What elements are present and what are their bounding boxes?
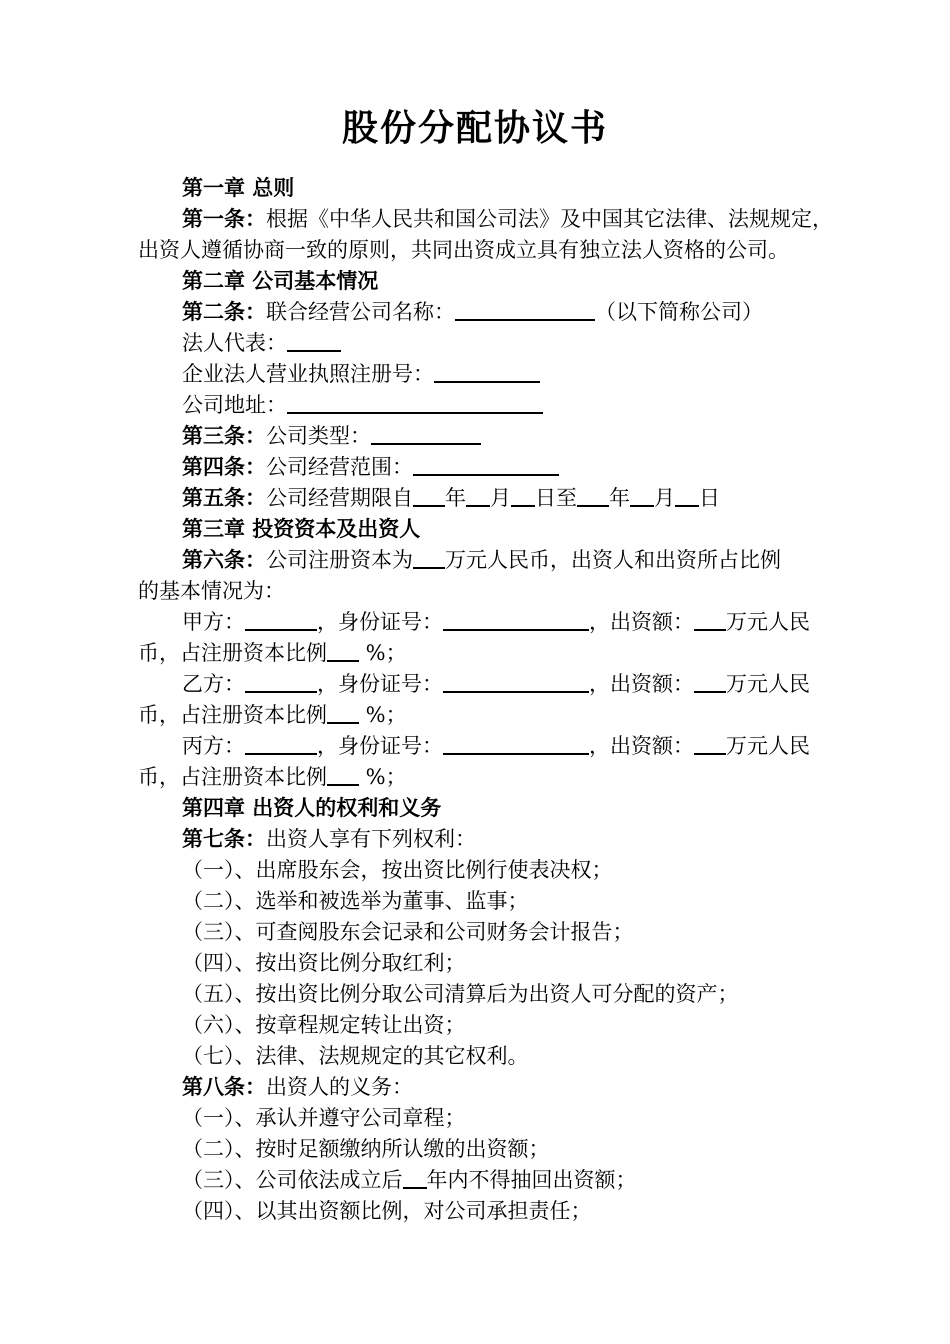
amount-label: ，出资额：	[589, 734, 694, 758]
duty-3-tail: 年内不得抽回出资额；	[426, 1168, 637, 1192]
document-body	[138, 173, 833, 1227]
article-6-suffix: 万元人民币，出资人和出资所占比例	[445, 548, 781, 572]
registered-capital-blank[interactable]	[413, 547, 445, 569]
party-b-name-blank[interactable]	[245, 671, 317, 693]
article-3	[138, 421, 828, 452]
chapter-2-heading: 第二章 公司基本情况	[182, 269, 379, 293]
percent-label: %；	[359, 641, 407, 665]
right-item: （六）、按章程规定转让出资；	[182, 1013, 466, 1037]
rmb-label: 万元人民	[726, 672, 810, 696]
amount-label: ，出资额：	[589, 672, 694, 696]
article-8-label: 第八条：	[182, 1075, 266, 1099]
right-item: （一）、出席股东会，按出资比例行使表决权；	[182, 858, 613, 882]
rmb-label: 万元人民	[726, 610, 810, 634]
company-type-blank[interactable]	[371, 423, 481, 445]
amount-label: ，出资额：	[589, 610, 694, 634]
duty-3-text: （三）、公司依法成立后	[182, 1168, 403, 1192]
license-line	[138, 359, 828, 390]
year-label: 年	[445, 486, 466, 510]
document-title: 股份分配协议书	[341, 108, 608, 149]
start-day-blank[interactable]	[511, 485, 535, 507]
article-5-prefix: 公司经营期限自	[266, 486, 413, 510]
article-1-label: 第一条：	[182, 207, 266, 231]
percent-label: %；	[359, 703, 407, 727]
address-line	[138, 390, 828, 421]
party-a-id-blank[interactable]	[443, 609, 589, 631]
year-label: 年	[609, 486, 630, 510]
license-label: 企业法人营业执照注册号：	[182, 362, 434, 386]
party-c-ratio-blank[interactable]	[327, 764, 359, 786]
end-year-blank[interactable]	[577, 485, 609, 507]
article-3-text: 公司类型：	[266, 424, 371, 448]
start-year-blank[interactable]	[413, 485, 445, 507]
day-to-label: 日至	[535, 486, 577, 510]
party-b-label: 乙方：	[182, 672, 245, 696]
article-1-continued: 出资人遵循协商一致的原则，共同出资成立具有独立法人资格的公司。	[138, 238, 789, 262]
id-label: ，身份证号：	[317, 734, 443, 758]
chapter-4-heading: 第四章 出资人的权利和义务	[182, 796, 442, 820]
party-a-ratio-line	[138, 638, 828, 669]
chapter-3-heading: 第三章 投资资本及出资人	[182, 517, 421, 541]
company-name-blank[interactable]	[455, 299, 595, 321]
article-6-continued: 的基本情况为：	[138, 579, 285, 603]
article-6-label: 第六条：	[182, 548, 266, 572]
start-month-blank[interactable]	[466, 485, 490, 507]
party-b-id-blank[interactable]	[443, 671, 589, 693]
party-c-ratio-line	[138, 762, 828, 793]
legal-rep-label: 法人代表：	[182, 331, 287, 355]
id-label: ，身份证号：	[317, 672, 443, 696]
business-scope-blank[interactable]	[413, 454, 559, 476]
end-day-blank[interactable]	[675, 485, 699, 507]
article-6	[138, 545, 828, 576]
article-1	[138, 204, 833, 235]
right-item: （二）、选举和被选举为董事、监事；	[182, 889, 529, 913]
withdraw-years-blank[interactable]	[403, 1167, 427, 1189]
rmb-label: 万元人民	[726, 734, 810, 758]
party-b-amount-blank[interactable]	[694, 671, 726, 693]
article-8	[138, 1072, 828, 1103]
month-label: 月	[490, 486, 511, 510]
party-c-id-blank[interactable]	[443, 733, 589, 755]
party-a-name-blank[interactable]	[245, 609, 317, 631]
chapter-1-heading: 第一章 总则	[182, 176, 295, 200]
day-label: 日	[699, 486, 720, 510]
legal-rep-blank[interactable]	[287, 330, 341, 352]
party-c-name-blank[interactable]	[245, 733, 317, 755]
ratio-label: 币，占注册资本比例	[138, 641, 327, 665]
article-3-label: 第三条：	[182, 424, 266, 448]
article-4	[138, 452, 828, 483]
article-7	[138, 824, 828, 855]
legal-rep-line	[138, 328, 828, 359]
party-c-label: 丙方：	[182, 734, 245, 758]
address-blank[interactable]	[287, 392, 543, 414]
party-b-line	[138, 669, 828, 700]
right-item: （七）、法律、法规规定的其它权利。	[182, 1044, 529, 1068]
article-4-text: 公司经营范围：	[266, 455, 413, 479]
month-label: 月	[654, 486, 675, 510]
article-5-label: 第五条：	[182, 486, 266, 510]
duty-item	[138, 1165, 828, 1196]
article-5	[138, 483, 828, 514]
right-item: （三）、可查阅股东会记录和公司财务会计报告；	[182, 920, 634, 944]
address-label: 公司地址：	[182, 393, 287, 417]
right-item: （五）、按出资比例分取公司清算后为出资人可分配的资产；	[182, 982, 739, 1006]
article-2	[138, 297, 828, 328]
party-a-label: 甲方：	[182, 610, 245, 634]
party-c-amount-blank[interactable]	[694, 733, 726, 755]
article-2-text: 联合经营公司名称：	[266, 300, 455, 324]
right-item: （四）、按出资比例分取红利；	[182, 951, 466, 975]
article-2-label: 第二条：	[182, 300, 266, 324]
end-month-blank[interactable]	[630, 485, 654, 507]
percent-label: %；	[359, 765, 407, 789]
article-8-text: 出资人的义务：	[266, 1075, 413, 1099]
article-2-tail: （以下简称公司）	[595, 300, 763, 324]
party-c-line	[138, 731, 828, 762]
ratio-label: 币，占注册资本比例	[138, 765, 327, 789]
party-b-ratio-line	[138, 700, 828, 731]
duty-item: （四）、以其出资额比例，对公司承担责任；	[182, 1199, 592, 1223]
duty-item: （一）、承认并遵守公司章程；	[182, 1106, 466, 1130]
party-b-ratio-blank[interactable]	[327, 702, 359, 724]
article-4-label: 第四条：	[182, 455, 266, 479]
article-6-prefix: 公司注册资本为	[266, 548, 413, 572]
article-7-text: 出资人享有下列权利：	[266, 827, 476, 851]
party-a-line	[138, 607, 828, 638]
article-1-text: 根据《中华人民共和国公司法》及中国其它法律、法规规定，	[266, 207, 833, 231]
party-a-amount-blank[interactable]	[694, 609, 726, 631]
license-blank[interactable]	[434, 361, 540, 383]
ratio-label: 币，占注册资本比例	[138, 703, 327, 727]
id-label: ，身份证号：	[317, 610, 443, 634]
article-7-label: 第七条：	[182, 827, 266, 851]
duty-item: （二）、按时足额缴纳所认缴的出资额；	[182, 1137, 550, 1161]
party-a-ratio-blank[interactable]	[327, 640, 359, 662]
